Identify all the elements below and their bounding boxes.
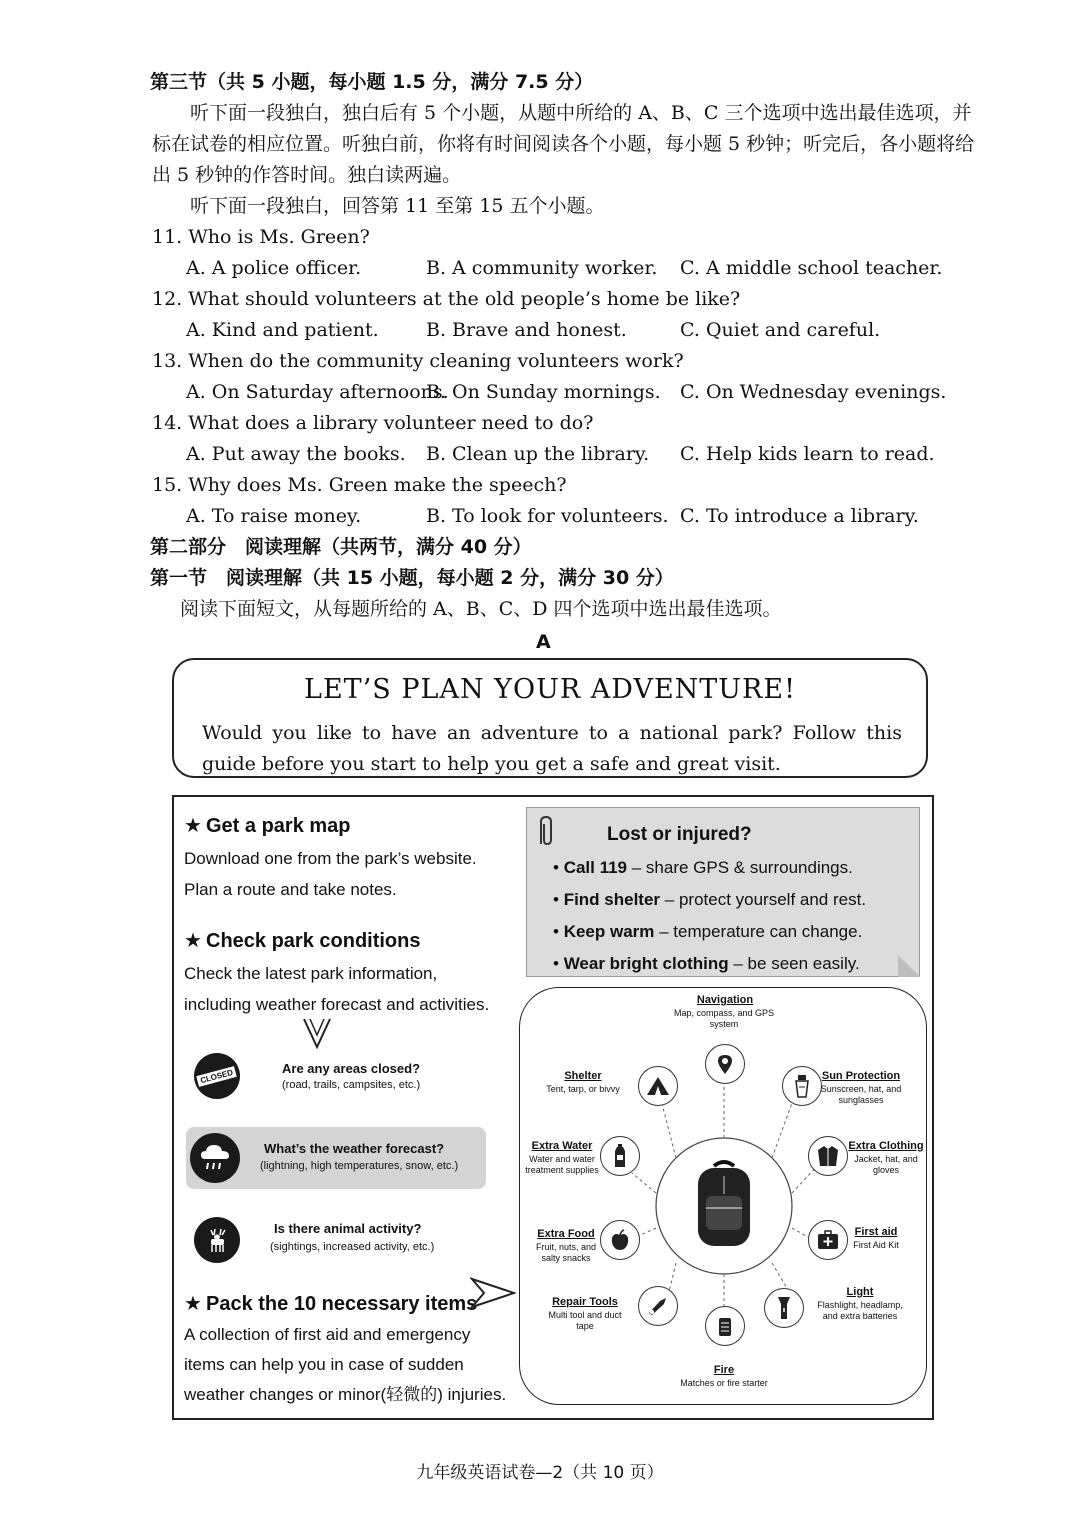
section3-instruction-line4: 听下面一段独白，回答第 11 至第 15 五个小题。	[190, 195, 605, 217]
apple-icon	[600, 1220, 640, 1260]
pack-line2: items can help you in case of sudden	[184, 1355, 464, 1374]
first-aid-label: First aid	[854, 1226, 898, 1238]
extra-clothing-label: Extra Clothing	[848, 1140, 924, 1152]
flashlight-icon	[764, 1288, 804, 1328]
extra-food-sub: Fruit, nuts, and salty snacks	[535, 1242, 597, 1263]
question-12-option-b: B. Brave and honest.	[426, 319, 627, 341]
question-15-option-c: C. To introduce a library.	[680, 505, 919, 527]
page-footer: 九年级英语试卷—2（共 10 页）	[416, 1463, 664, 1483]
conditions-heading	[184, 928, 421, 953]
lost-item-2: • Find shelter – protect yourself and rest.	[553, 890, 867, 909]
lost-item-3-text: – temperature can change.	[654, 922, 863, 941]
sun-protection-sub: Sunscreen, hat, and sunglasses	[820, 1084, 902, 1105]
tent-icon	[638, 1066, 678, 1106]
lost-item-1-key: Call 119	[563, 858, 628, 877]
part2-section1-heading: 第一节 阅读理解（共 15 小题，每小题 2 分，满分 30 分）	[150, 567, 674, 589]
shelter-sub: Tent, tarp, or bivvy	[546, 1084, 620, 1094]
water-bottle-icon	[600, 1136, 640, 1176]
section3-instruction-line2: 标在试卷的相应位置。听独白前，你将有时间阅读各个小题，每小题 5 秒钟；听完后，各小题将给	[152, 133, 975, 155]
star-icon: ★	[184, 930, 202, 952]
fire-label: Fire	[713, 1364, 735, 1376]
closed-sign-icon	[194, 1053, 240, 1099]
adventure-intro: Would you like to have an adventure to a national park? Follow this guide before you start to help you get a safe and great visit.	[202, 722, 902, 775]
question-14: 14. What does a library volunteer need to do?	[152, 412, 594, 434]
closed-sign-text: CLOSED	[197, 1066, 238, 1087]
pack-heading-text: Pack the 10 necessary items	[206, 1293, 478, 1315]
question-14-option-c: C. Help kids learn to read.	[680, 443, 935, 465]
pack-heading	[184, 1291, 477, 1316]
first-aid-sub: First Aid Kit	[853, 1240, 899, 1250]
park-guide	[172, 795, 934, 1420]
question-11-option-b: B. A community worker.	[426, 257, 658, 279]
light-sub: Flashlight, headlamp, and extra batteries	[817, 1300, 903, 1321]
pack-line3: weather changes or minor(轻微的) injuries.	[184, 1385, 507, 1404]
closed-title: Are any areas closed?	[282, 1061, 421, 1076]
multitool-icon	[638, 1286, 678, 1326]
map-line2: Plan a route and take notes.	[184, 880, 397, 899]
fire-sub: Matches or fire starter	[680, 1378, 768, 1388]
navigation-label: Navigation	[696, 994, 754, 1006]
adventure-title: LET’S PLAN YOUR ADVENTURE!	[304, 674, 796, 705]
matches-icon	[705, 1306, 745, 1346]
section3-instruction-line3: 出 5 秒钟的作答时间。独白读两遍。	[152, 164, 462, 186]
ten-items-diagram	[519, 987, 927, 1405]
lost-item-3: • Keep warm – temperature can change.	[553, 922, 863, 941]
question-15-option-b: B. To look for volunteers.	[426, 505, 669, 527]
light-label: Light	[846, 1286, 874, 1298]
conditions-line1: Check the latest park information,	[184, 964, 438, 983]
paperclip-icon	[533, 814, 559, 848]
part2-heading: 第二部分 阅读理解（共两节，满分 40 分）	[150, 536, 532, 558]
deer-icon	[194, 1217, 240, 1263]
closed-subtitle: (road, trails, campsites, etc.)	[282, 1079, 421, 1091]
extra-clothing-sub: Jacket, hat, and gloves	[854, 1154, 918, 1175]
section3-instruction-line1: 听下面一段独白，独白后有 5 个小题，从题中所给的 A、B、C 三个选项中选出最佳选项，并	[190, 102, 972, 124]
weather-title: What’s the weather forecast?	[264, 1141, 445, 1156]
adventure-header-box	[172, 658, 928, 778]
question-12-option-a: A. Kind and patient.	[186, 319, 379, 341]
question-14-option-b: B. Clean up the library.	[426, 443, 650, 465]
lost-item-4-text: – be seen easily.	[728, 954, 860, 973]
lost-item-3-key: Keep warm	[563, 922, 655, 941]
extra-water-sub: Water and water treatment supplies	[525, 1154, 599, 1175]
question-13-option-c: C. On Wednesday evenings.	[680, 381, 947, 403]
section3-heading: 第三节（共 5 小题，每小题 1.5 分，满分 7.5 分）	[150, 71, 594, 93]
extra-water-label: Extra Water	[531, 1140, 593, 1152]
page-curl	[898, 955, 920, 977]
question-14-option-a: A. Put away the books.	[186, 443, 406, 465]
question-13-option-a: A. On Saturday afternoons.	[186, 381, 449, 403]
conditions-heading-text: Check park conditions	[206, 930, 421, 952]
question-11-option-a: A. A police officer.	[186, 257, 362, 279]
jacket-icon	[808, 1136, 848, 1176]
map-heading-text: Get a park map	[206, 815, 351, 837]
lost-item-4: • Wear bright clothing – be seen easily.	[553, 954, 860, 973]
conditions-line2: including weather forecast and activities.	[184, 995, 490, 1014]
repair-tools-sub: Multi tool and duct tape	[548, 1310, 622, 1331]
lost-title: Lost or injured?	[607, 824, 752, 845]
map-line1: Download one from the park’s website.	[184, 849, 477, 868]
question-11-option-c: C. A middle school teacher.	[680, 257, 943, 279]
weather-subtitle: (lightning, high temperatures, snow, etc.)	[260, 1160, 459, 1172]
star-icon: ★	[184, 1293, 202, 1315]
question-15: 15. Why does Ms. Green make the speech?	[152, 474, 567, 496]
question-15-option-a: A. To raise money.	[186, 505, 362, 527]
question-13: 13. When do the community cleaning volunteers work?	[152, 350, 684, 372]
lost-item-2-key: Find shelter	[563, 890, 661, 909]
backpack-icon	[690, 1158, 758, 1250]
navigation-sub: Map, compass, and GPS system	[673, 1008, 775, 1029]
question-12-option-c: C. Quiet and careful.	[680, 319, 881, 341]
animal-title: Is there animal activity?	[274, 1221, 422, 1236]
part2-instruction: 阅读下面短文，从每题所给的 A、B、C、D 四个选项中选出最佳选项。	[180, 598, 782, 620]
pack-line1: A collection of first aid and emergency	[184, 1325, 471, 1344]
star-icon: ★	[184, 815, 202, 837]
map-pin-icon	[705, 1044, 745, 1084]
question-13-option-b: B. On Sunday mornings.	[426, 381, 661, 403]
sun-protection-label: Sun Protection	[821, 1070, 901, 1082]
chevron-right-icon	[470, 1275, 516, 1311]
chevron-down-icon	[302, 1017, 332, 1051]
lost-or-injured-note	[526, 807, 920, 977]
extra-food-label: Extra Food	[537, 1228, 595, 1240]
animal-subtitle: (sightings, increased activity, etc.)	[270, 1241, 435, 1253]
rain-cloud-icon	[190, 1133, 240, 1183]
shelter-label: Shelter	[564, 1070, 602, 1082]
question-12: 12. What should volunteers at the old people’s home be like?	[152, 288, 741, 310]
lost-item-1: • Call 119 – share GPS & surroundings.	[553, 858, 853, 877]
passage-letter: A	[536, 631, 551, 653]
lost-item-2-text: – protect yourself and rest.	[660, 890, 867, 909]
question-11: 11. Who is Ms. Green?	[152, 226, 370, 248]
repair-tools-label: Repair Tools	[552, 1296, 618, 1308]
lost-item-4-key: Wear bright clothing	[563, 954, 729, 973]
map-heading	[184, 813, 351, 838]
lost-item-1-text: – share GPS & surroundings.	[627, 858, 853, 877]
